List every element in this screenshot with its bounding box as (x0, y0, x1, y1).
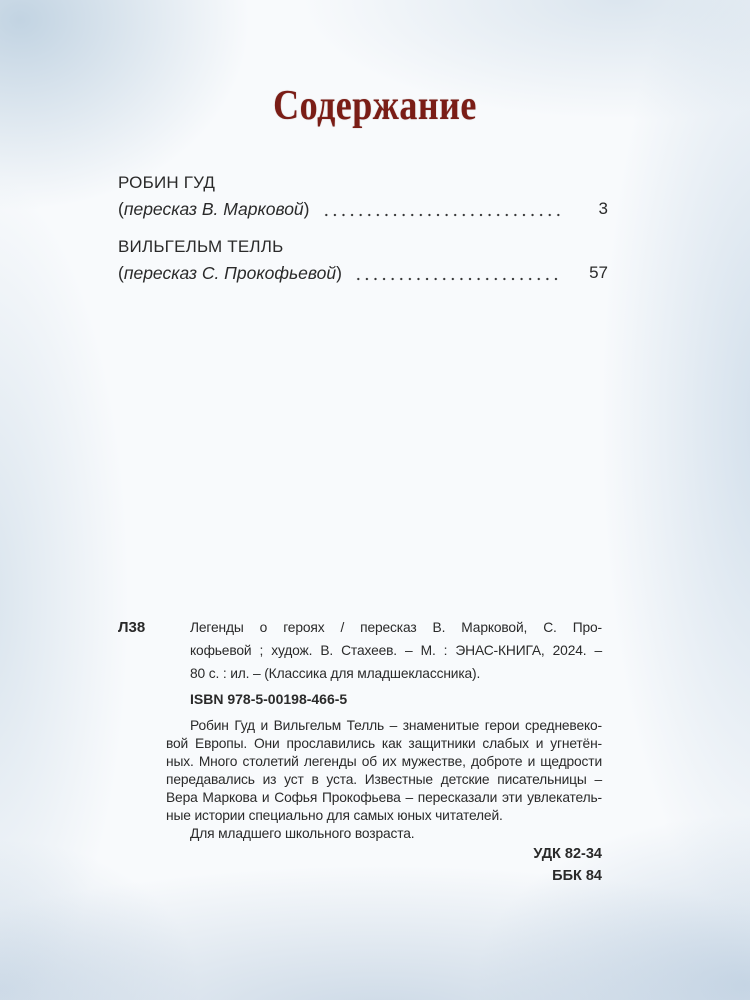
annotation-line: вой Европы. Они прославились как защитники слабых и угнетён- (166, 736, 602, 751)
annotation-line: Вера Маркова и Софья Прокофьева – пересказали эти увлекатель- (166, 790, 602, 805)
toc-page-number: 57 (589, 263, 608, 282)
toc-entry-title: РОБИН ГУД (118, 173, 216, 192)
classification-codes (118, 843, 602, 887)
toc-page-number: 3 (598, 199, 608, 218)
audience-note: Для младшего школьного возраста. (190, 826, 415, 841)
table-of-contents (118, 170, 608, 298)
toc-entry-subtitle (118, 260, 342, 286)
isbn: ISBN 978-5-00198-466-5 (190, 691, 348, 707)
toc-entry-subtitle (118, 196, 310, 222)
subtitle-text: пересказ В. Марковой (123, 199, 304, 219)
udk-code: УДК 82-34 (533, 846, 602, 862)
dot-leader (354, 260, 560, 286)
annotation (166, 717, 602, 843)
description-line: 80 с. : ил. – (Классика для младшеклассника). (190, 666, 481, 681)
toc-entry-title: ВИЛЬГЕЛЬМ ТЕЛЛЬ (118, 237, 284, 256)
toc-entry-subtitle-row (118, 260, 608, 286)
annotation-line: ных. Много столетий легенды об их мужестве, доброте и щедрости (166, 754, 602, 769)
subtitle-close-paren: ) (336, 263, 342, 283)
annotation-line: ные истории специально для самых юных читателей. (166, 808, 503, 823)
author-mark: Л38 (118, 619, 146, 636)
annotation-line: передавались из уст в уста. Известные детские писательницы – (166, 772, 602, 787)
bibliographic-description (190, 616, 602, 685)
bbk-code: ББК 84 (552, 868, 602, 884)
subtitle-open-paren: ( (118, 263, 124, 283)
toc-entry-subtitle-row (118, 196, 608, 222)
annotation-line: Робин Гуд и Вильгельм Телль – знаменитые герои средневеко- (190, 718, 602, 733)
toc-entry-william-tell (118, 234, 608, 286)
catalog-record (118, 616, 602, 887)
subtitle-text: пересказ С. Прокофьевой (123, 263, 337, 283)
toc-entry-robin-hood (118, 170, 608, 222)
subtitle-close-paren: ) (303, 199, 310, 219)
subtitle-open-paren: ( (118, 199, 124, 219)
description-line: кофьевой ; худож. В. Стахеев. – М. : ЭНАС-КНИГА, 2024. – (190, 643, 602, 658)
description-line: Легенды о героях / пересказ В. Марковой, С. Про- (190, 620, 602, 635)
contents-heading: Содержание (273, 81, 477, 129)
dot-leader (322, 196, 561, 222)
